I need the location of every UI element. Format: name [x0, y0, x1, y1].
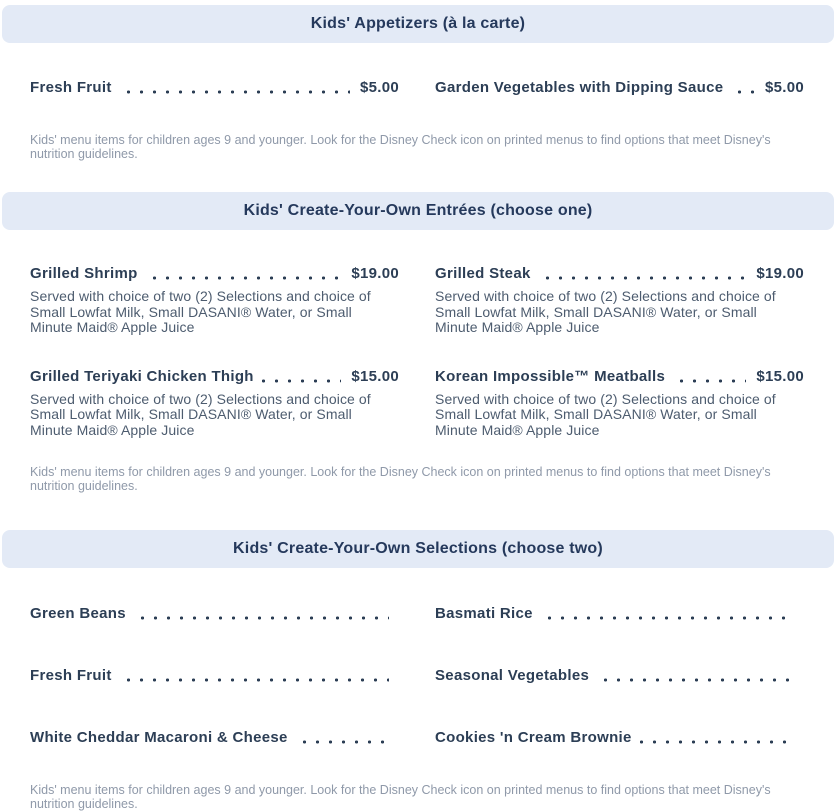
kids-menu-disclaimer: Kids' menu items for children ages 9 and younger. Look for the Disney Check icon on printed menus to find options that meet Disney's nutrition guidelines. — [30, 133, 771, 161]
section-body — [0, 265, 836, 493]
dot-leader — [122, 667, 389, 685]
menu-item-teriyaki-chicken — [30, 368, 399, 439]
menu-item-basmati-rice — [435, 605, 804, 623]
item-price: $19.00 — [756, 265, 804, 282]
item-name: White Cheddar Macaroni & Cheese — [30, 729, 288, 746]
kids-menu-disclaimer: Kids' menu items for children ages 9 and younger. Look for the Disney Check icon on printed menus to find options that meet Disney's nutrition guidelines. — [30, 783, 771, 811]
item-line — [30, 605, 399, 623]
dot-leader — [543, 605, 794, 623]
menu-item-fresh-fruit — [30, 79, 399, 97]
menu-item-korean-meatballs — [435, 368, 804, 439]
item-name: Cookies 'n Cream Brownie — [435, 729, 632, 746]
item-line — [30, 368, 399, 386]
menu-item-grilled-shrimp — [30, 265, 399, 336]
item-line — [435, 605, 804, 623]
item-name: Basmati Rice — [435, 605, 533, 622]
item-name: Fresh Fruit — [30, 79, 112, 96]
item-price: $15.00 — [756, 367, 804, 385]
item-name: Grilled Steak — [435, 265, 531, 282]
item-description: Served with choice of two (2) Selections and choice of Small Lowfat Milk, Small DASANI® Water, or Small Minute Maid® Apple Juice — [30, 390, 371, 438]
item-description: Served with choice of two (2) Selections and choice of Small Lowfat Milk, Small DASANI® Water, or Small Minute Maid® Apple Juice — [30, 288, 371, 335]
section-header-appetizers — [2, 5, 834, 43]
item-line — [435, 729, 804, 747]
menu-item-garden-vegetables — [435, 79, 804, 97]
item-name: Seasonal Vegetables — [435, 667, 590, 684]
item-price: $5.00 — [764, 79, 804, 96]
section-header-entrees — [2, 192, 834, 230]
item-line — [30, 265, 399, 283]
item-line — [435, 79, 804, 97]
menu-item-seasonal-vegetables — [435, 667, 804, 685]
dot-leader — [148, 265, 342, 283]
menu-item-cookies-cream-brownie — [435, 729, 804, 747]
dot-leader — [122, 79, 350, 97]
menu-item-fresh-fruit-selection — [30, 667, 399, 685]
section-entrees — [0, 192, 836, 493]
item-name: Fresh Fruit — [30, 667, 112, 684]
section-title: Kids' Appetizers (à la carte) — [310, 15, 526, 32]
section-title: Kids' Create-Your-Own Selections (choose two) — [233, 540, 603, 557]
item-name: Green Beans — [30, 605, 126, 622]
kids-menu-disclaimer: Kids' menu items for children ages 9 and younger. Look for the Disney Check icon on printed menus to find options that meet Disney's nutrition guidelines. — [30, 465, 771, 493]
item-price: $15.00 — [351, 367, 399, 385]
kids-menu-page — [0, 5, 836, 811]
menu-item-green-beans — [30, 605, 399, 623]
item-line — [30, 667, 399, 685]
item-line — [30, 79, 399, 97]
dot-leader — [136, 605, 389, 623]
item-line — [435, 368, 804, 386]
selections-grid — [30, 605, 804, 747]
section-appetizers — [0, 5, 836, 161]
section-body — [0, 79, 836, 161]
section-selections — [0, 530, 836, 811]
item-line — [435, 265, 804, 283]
menu-item-mac-and-cheese — [30, 729, 399, 747]
item-name: Garden Vegetables with Dipping Sauce — [435, 79, 724, 96]
item-line — [435, 667, 804, 685]
dot-leader — [298, 729, 389, 747]
item-name: Korean Impossible™ Meatballs — [435, 367, 666, 385]
section-header-selections — [2, 530, 834, 568]
menu-item-grilled-steak — [435, 265, 804, 336]
entrees-grid — [30, 265, 804, 438]
dot-leader — [541, 265, 747, 283]
item-description: Served with choice of two (2) Selections and choice of Small Lowfat Milk, Small DASANI® Water, or Small Minute Maid® Apple Juice — [435, 390, 776, 438]
dot-leader — [599, 667, 794, 685]
item-price: $5.00 — [359, 79, 399, 96]
item-name: Grilled Teriyaki Chicken Thigh — [30, 367, 254, 385]
section-body — [0, 605, 836, 811]
section-title: Kids' Create-Your-Own Entrées (choose one) — [243, 202, 593, 219]
item-line — [30, 729, 399, 747]
item-price: $19.00 — [351, 265, 399, 282]
dot-leader — [257, 368, 342, 386]
dot-leader — [733, 79, 755, 97]
item-name: Grilled Shrimp — [30, 265, 138, 282]
dot-leader — [675, 368, 746, 386]
dot-leader — [635, 729, 794, 747]
appetizers-grid — [30, 79, 804, 97]
item-description: Served with choice of two (2) Selections and choice of Small Lowfat Milk, Small DASANI® Water, or Small Minute Maid® Apple Juice — [435, 288, 776, 335]
